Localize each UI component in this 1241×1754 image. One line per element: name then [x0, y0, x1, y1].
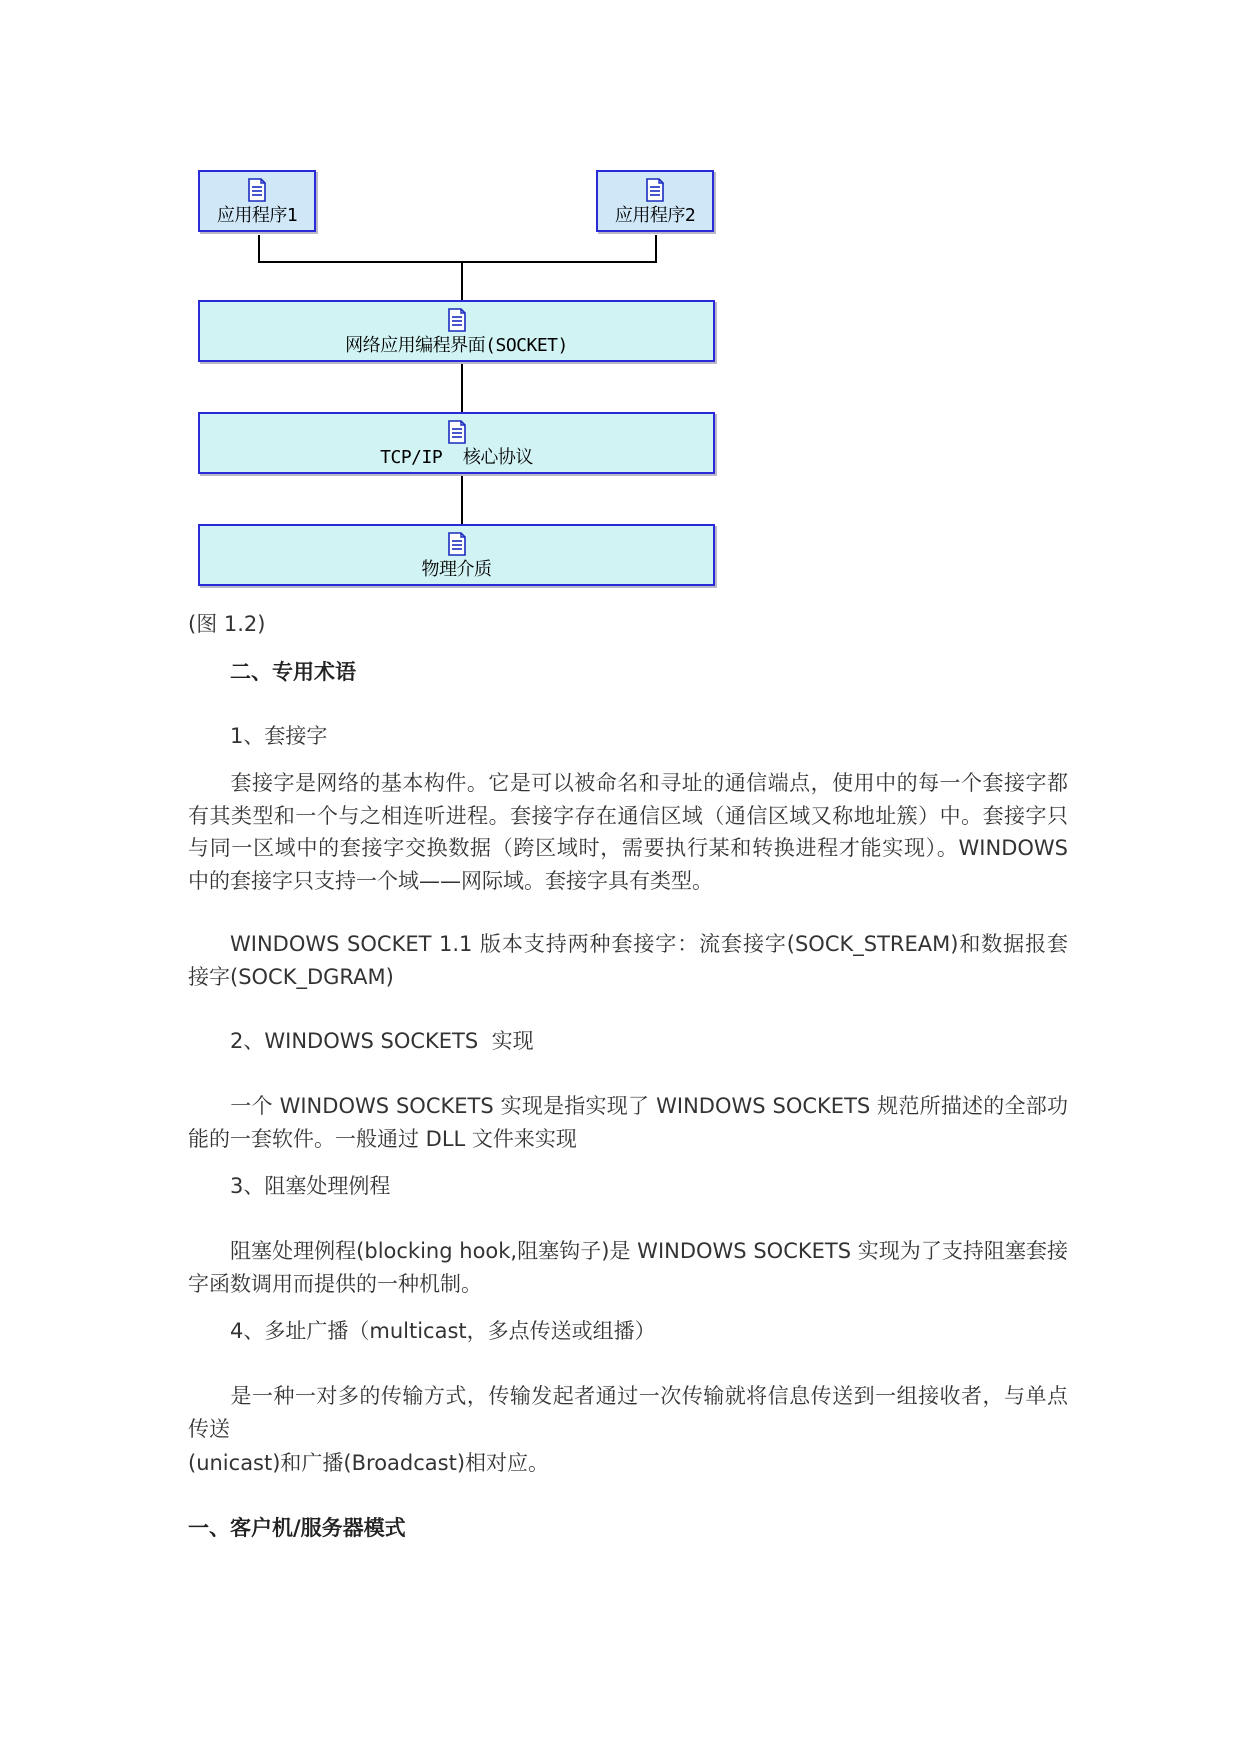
app2-label: 应用程序2 [614, 205, 696, 226]
socket-layer-label: 网络应用编程界面(SOCKET) [345, 335, 568, 356]
physical-layer-label: 物理介质 [421, 559, 492, 580]
item-heading-socket: 1、套接字 [230, 724, 328, 748]
socket-layer-box [198, 300, 715, 362]
item-heading-multicast: 4、多址广播（multicast，多点传送或组播） [230, 1319, 656, 1343]
paragraph-socket-definition [188, 767, 1068, 897]
app1-box [198, 170, 316, 232]
section-heading-terms: 二、专用术语 [230, 660, 356, 684]
paragraph-socket-definition-text: 套接字是网络的基本构件。它是可以被命名和寻址的通信端点，使用中的每一个套接字都有其类型和一个与之相连听进程。套接字存在通信区域（通信区域又称地址簇）中。套接字只与同一区域中的套接字交换数据（跨区域时，需要执行某和转换进程才能实现）。WINDOWS 中的套接字只支持一个域——网际域。套接字具有类型。 [188, 771, 1068, 893]
paragraph-implementation-text: 一个 WINDOWS SOCKETS 实现是指实现了 WINDOWS SOCKETS 规范所描述的全部功能的一套软件。一般通过 DLL 文件来实现 [188, 1094, 1068, 1151]
connector-socket-tcpip [461, 363, 463, 413]
document-icon [645, 178, 665, 202]
connector-to-socket [461, 262, 463, 301]
paragraph-socket-types-text: WINDOWS SOCKET 1.1 版本支持两种套接字：流套接字(SOCK_STREAM)和数据报套接字(SOCK_DGRAM) [188, 932, 1068, 989]
paragraph-blocking-hook-text: 阻塞处理例程(blocking hook,阻塞钩子)是 WINDOWS SOCKETS 实现为了支持阻塞套接字函数调用而提供的一种机制。 [188, 1239, 1068, 1296]
paragraph-implementation [188, 1090, 1068, 1155]
connector-app1-down [258, 235, 260, 262]
paragraph-multicast-line2: (unicast)和广播(Broadcast)相对应。 [188, 1451, 550, 1475]
document-icon [447, 420, 467, 444]
connector-tcpip-physical [461, 475, 463, 525]
tcpip-layer-label: TCP/IP 核心协议 [380, 447, 533, 468]
connector-app2-down [655, 235, 657, 262]
physical-layer-box [198, 524, 715, 586]
item-heading-blocking-hook: 3、阻塞处理例程 [230, 1174, 391, 1198]
tcpip-layer-box [198, 412, 715, 474]
document-icon [447, 532, 467, 556]
paragraph-multicast-line1: 是一种一对多的传输方式，传输发起者通过一次传输就将信息传送到一组接收者，与单点传送 [188, 1384, 1068, 1441]
document-icon [447, 308, 467, 332]
document-icon [247, 178, 267, 202]
connector-horizontal [258, 261, 657, 263]
app2-box [596, 170, 714, 232]
app1-label: 应用程序1 [216, 205, 298, 226]
paragraph-socket-types [188, 928, 1068, 993]
paragraph-multicast [188, 1380, 1068, 1445]
section-heading-client-server: 一、客户机/服务器模式 [188, 1516, 406, 1540]
item-heading-implementation: 2、WINDOWS SOCKETS 实现 [230, 1029, 534, 1053]
figure-caption: (图 1.2) [188, 612, 266, 636]
paragraph-blocking-hook [188, 1235, 1068, 1300]
